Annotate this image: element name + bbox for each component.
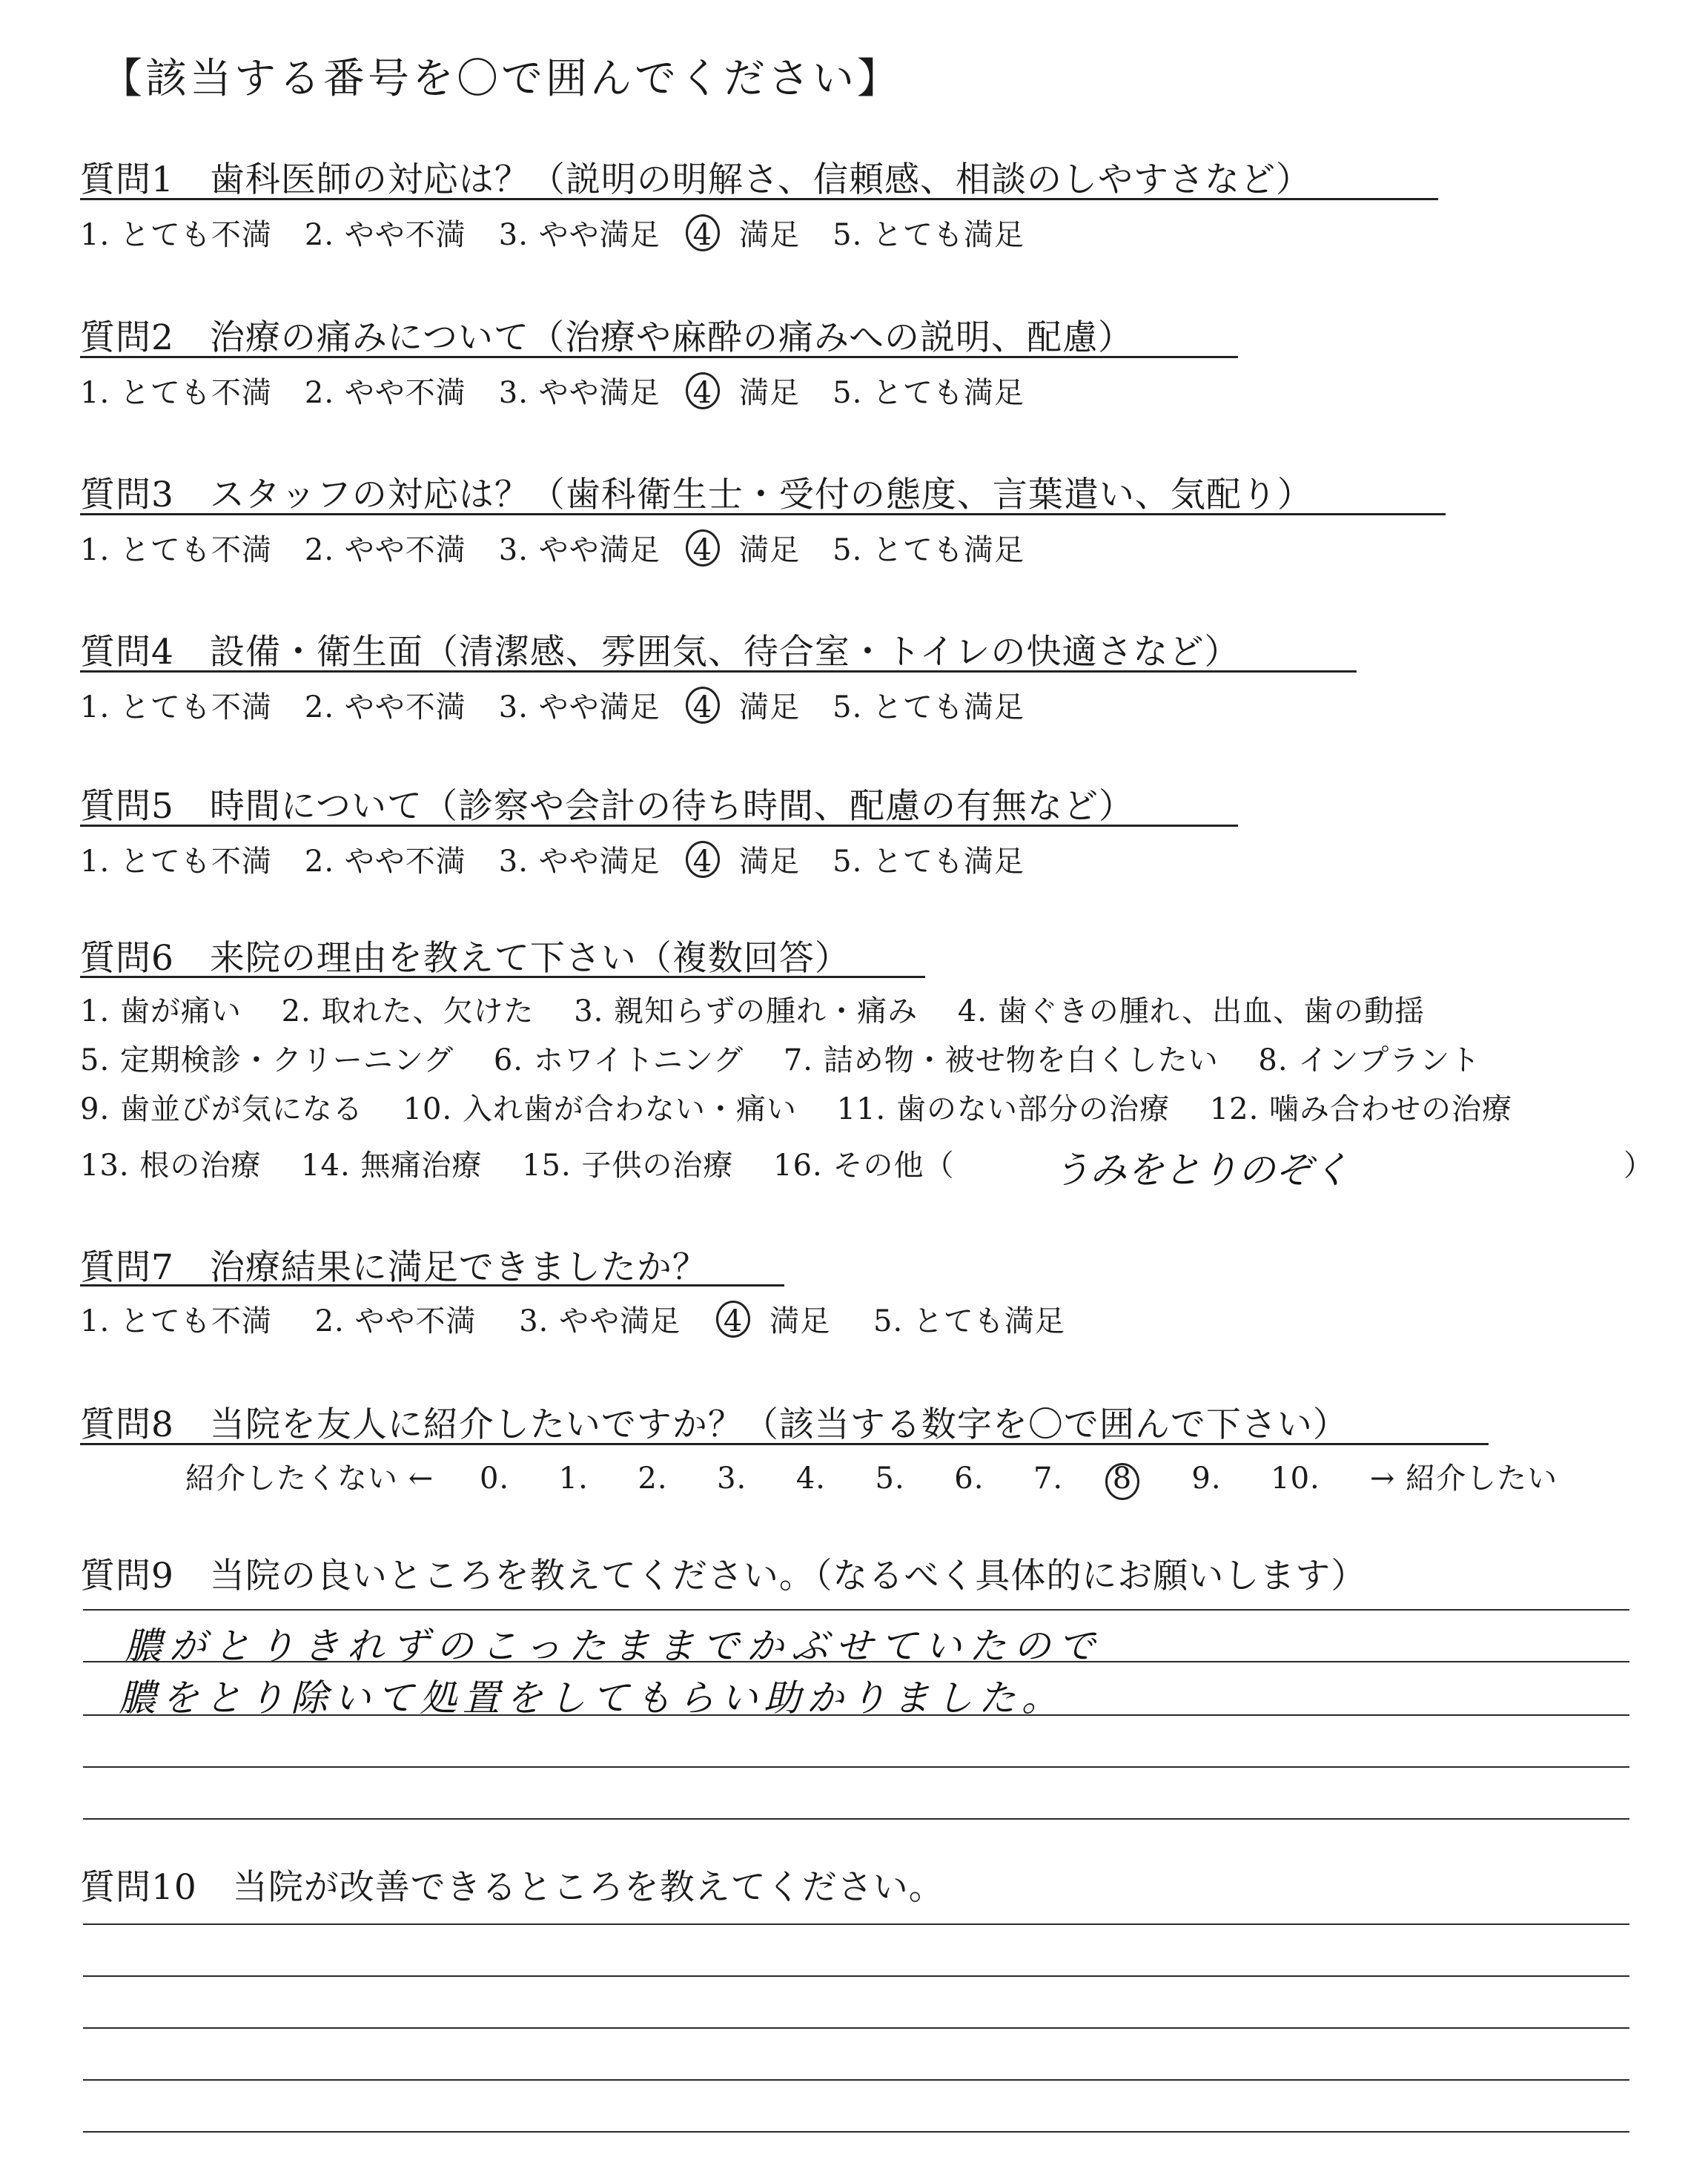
q7-option-4-selected[interactable]: 4 満足 [724, 1298, 830, 1340]
question-3-underline [80, 513, 1446, 515]
question-6-title: 質問6 来院の理由を教えて下さい（複数回答） [80, 938, 850, 979]
question-6-row-4 [80, 1142, 984, 1184]
answer-line [83, 2131, 1629, 2133]
q1-option-1[interactable]: 1. とても不満 [80, 218, 272, 252]
answer-line [83, 1714, 1629, 1716]
question-7-options [80, 1298, 1098, 1340]
q5-option-1[interactable]: 1. とても不満 [80, 845, 272, 879]
question-6-row-2 [80, 1037, 1510, 1079]
question-6-row-3 [80, 1086, 1542, 1128]
q6-option-5[interactable]: 5. 定期検診・クリーニング [80, 1043, 454, 1077]
q6-option-8[interactable]: 8. インプラント [1258, 1043, 1481, 1077]
answer-line [83, 2027, 1629, 2029]
question-8-underline [80, 1443, 1489, 1445]
question-1-underline [80, 198, 1438, 200]
scale-10[interactable]: 10. [1271, 1462, 1320, 1496]
scale-right-label: → 紹介したい [1369, 1462, 1558, 1496]
question-7-underline [80, 1284, 784, 1287]
scale-2[interactable]: 2. [638, 1462, 668, 1496]
q6-option-10[interactable]: 10. 入れ歯が合わない・痛い [403, 1092, 797, 1126]
q7-option-5[interactable]: 5. とても満足 [873, 1304, 1065, 1338]
q6-option-6[interactable]: 6. ホワイトニング [493, 1043, 744, 1077]
answer-line [83, 1923, 1629, 1925]
question-10-title: 質問10 当院が改善できるところを教えてください。 [80, 1867, 944, 1908]
q6-option-16[interactable]: 16. その他（ [773, 1149, 955, 1183]
q4-option-4-selected[interactable]: 4 満足 [693, 684, 800, 726]
question-2-underline [80, 356, 1238, 358]
q5-option-2[interactable]: 2. やや不満 [304, 845, 466, 879]
q2-option-1[interactable]: 1. とても不満 [80, 376, 272, 410]
q4-option-5[interactable]: 5. とても満足 [833, 690, 1025, 724]
question-6-row-1 [80, 988, 1454, 1030]
question-8-title: 質問8 当院を友人に紹介したいですか？（該当する数字を〇で囲んで下さい） [80, 1404, 1348, 1445]
question-9-title: 質問9 当院の良いところを教えてください。（なるべく具体的にお願いします） [80, 1556, 1367, 1596]
q3-option-4-selected[interactable]: 4 満足 [693, 526, 800, 569]
selection-circle [1105, 1463, 1139, 1500]
answer-line [83, 1661, 1629, 1662]
q6-other-close-paren: ） [1623, 1149, 1654, 1183]
q5-option-4-selected[interactable]: 4 満足 [693, 838, 800, 880]
question-5-options [80, 838, 1057, 880]
q6-option-12[interactable]: 12. 噛み合わせの治療 [1209, 1092, 1513, 1126]
q1-option-5[interactable]: 5. とても満足 [833, 218, 1025, 252]
q7-option-1[interactable]: 1. とても不満 [80, 1304, 272, 1338]
q9-handwritten-line-2[interactable]: 膿をとり除いて処置をしてもらい助かりました。 [119, 1677, 1065, 1720]
answer-line [83, 2079, 1629, 2081]
answer-line [83, 1609, 1629, 1611]
q6-option-2[interactable]: 2. 取れた、欠けた [281, 994, 534, 1028]
scale-3[interactable]: 3. [717, 1462, 747, 1496]
question-1-title: 質問1 歯科医師の対応は？（説明の明解さ、信頼感、相談のしやすさなど） [80, 159, 1312, 200]
answer-line [83, 1818, 1629, 1820]
question-4-options [80, 684, 1057, 726]
answer-line [83, 1766, 1629, 1768]
q6-option-7[interactable]: 7. 詰め物・被せ物を白くしたい [783, 1043, 1219, 1077]
question-4-title: 質問4 設備・衛生面（清潔感、雰囲気、待合室・トイレの快適さなど） [80, 632, 1240, 673]
q5-option-3[interactable]: 3. やや満足 [498, 845, 661, 879]
scale-6[interactable]: 6. [954, 1462, 984, 1496]
q4-option-1[interactable]: 1. とても不満 [80, 690, 272, 724]
q6-option-4[interactable]: 4. 歯ぐきの腫れ、出血、歯の動揺 [957, 994, 1426, 1028]
q1-option-4-selected[interactable]: 4 満足 [693, 211, 800, 254]
q5-option-5[interactable]: 5. とても満足 [833, 845, 1025, 879]
scale-9[interactable]: 9. [1191, 1462, 1222, 1496]
question-2-options [80, 369, 1057, 412]
q6-option-3[interactable]: 3. 親知らずの腫れ・痛み [574, 994, 918, 1028]
q3-option-3[interactable]: 3. やや満足 [498, 533, 661, 567]
question-5-title: 質問5 時間について（診察や会計の待ち時間、配慮の有無など） [80, 786, 1134, 827]
q9-handwritten-line-1[interactable]: 膿がとりきれずのこったままでかぶせていたので [125, 1625, 1102, 1668]
question-1-options [80, 211, 1057, 254]
q4-option-3[interactable]: 3. やや満足 [498, 690, 661, 724]
q7-option-2[interactable]: 2. やや不満 [314, 1304, 477, 1338]
q6-option-1[interactable]: 1. 歯が痛い [80, 994, 242, 1028]
q2-option-3[interactable]: 3. やや満足 [498, 376, 661, 410]
q6-other-handwritten-answer[interactable]: うみをとりのぞく [1053, 1149, 1349, 1192]
question-3-title: 質問3 スタッフの対応は？（歯科衛生士・受付の態度、言葉遣い、気配り） [80, 475, 1313, 515]
q7-option-3[interactable]: 3. やや満足 [519, 1304, 681, 1338]
answer-line [83, 1975, 1629, 1977]
question-4-underline [80, 670, 1357, 673]
q6-option-13[interactable]: 13. 根の治療 [80, 1149, 262, 1183]
scale-1[interactable]: 1. [558, 1462, 589, 1496]
scale-4[interactable]: 4. [795, 1462, 826, 1496]
q6-option-11[interactable]: 11. 歯のない部分の治療 [836, 1092, 1170, 1126]
q6-option-15[interactable]: 15. 子供の治療 [522, 1149, 734, 1183]
q4-option-2[interactable]: 2. やや不満 [304, 690, 466, 724]
scale-8-selected[interactable]: 8 [1113, 1462, 1182, 1496]
question-8-scale [185, 1455, 1558, 1497]
scale-0[interactable]: 0. [479, 1462, 510, 1496]
question-7-title: 質問7 治療結果に満足できましたか？ [80, 1247, 708, 1288]
question-2-title: 質問2 治療の痛みについて（治療や麻酔の痛みへの説明、配慮） [80, 317, 1134, 358]
q3-option-5[interactable]: 5. とても満足 [833, 533, 1025, 567]
q3-option-1[interactable]: 1. とても不満 [80, 533, 272, 567]
scale-5[interactable]: 5. [875, 1462, 905, 1496]
scale-7[interactable]: 7. [1033, 1462, 1064, 1496]
question-5-underline [80, 825, 1238, 827]
q1-option-2[interactable]: 2. やや不満 [304, 218, 466, 252]
q6-option-9[interactable]: 9. 歯並びが気になる [80, 1092, 363, 1126]
survey-instruction-heading: 【該当する番号を〇で囲んでください】 [101, 55, 901, 103]
q6-option-14[interactable]: 14. 無痛治療 [301, 1149, 483, 1183]
question-6-underline [80, 976, 925, 978]
q3-option-2[interactable]: 2. やや不満 [304, 533, 466, 567]
q2-option-2[interactable]: 2. やや不満 [304, 376, 466, 410]
q2-option-5[interactable]: 5. とても満足 [833, 376, 1025, 410]
q1-option-3[interactable]: 3. やや満足 [498, 218, 661, 252]
q2-option-4-selected[interactable]: 4 満足 [693, 369, 800, 412]
scale-left-label: 紹介したくない ← [185, 1462, 434, 1496]
question-3-options [80, 526, 1057, 569]
